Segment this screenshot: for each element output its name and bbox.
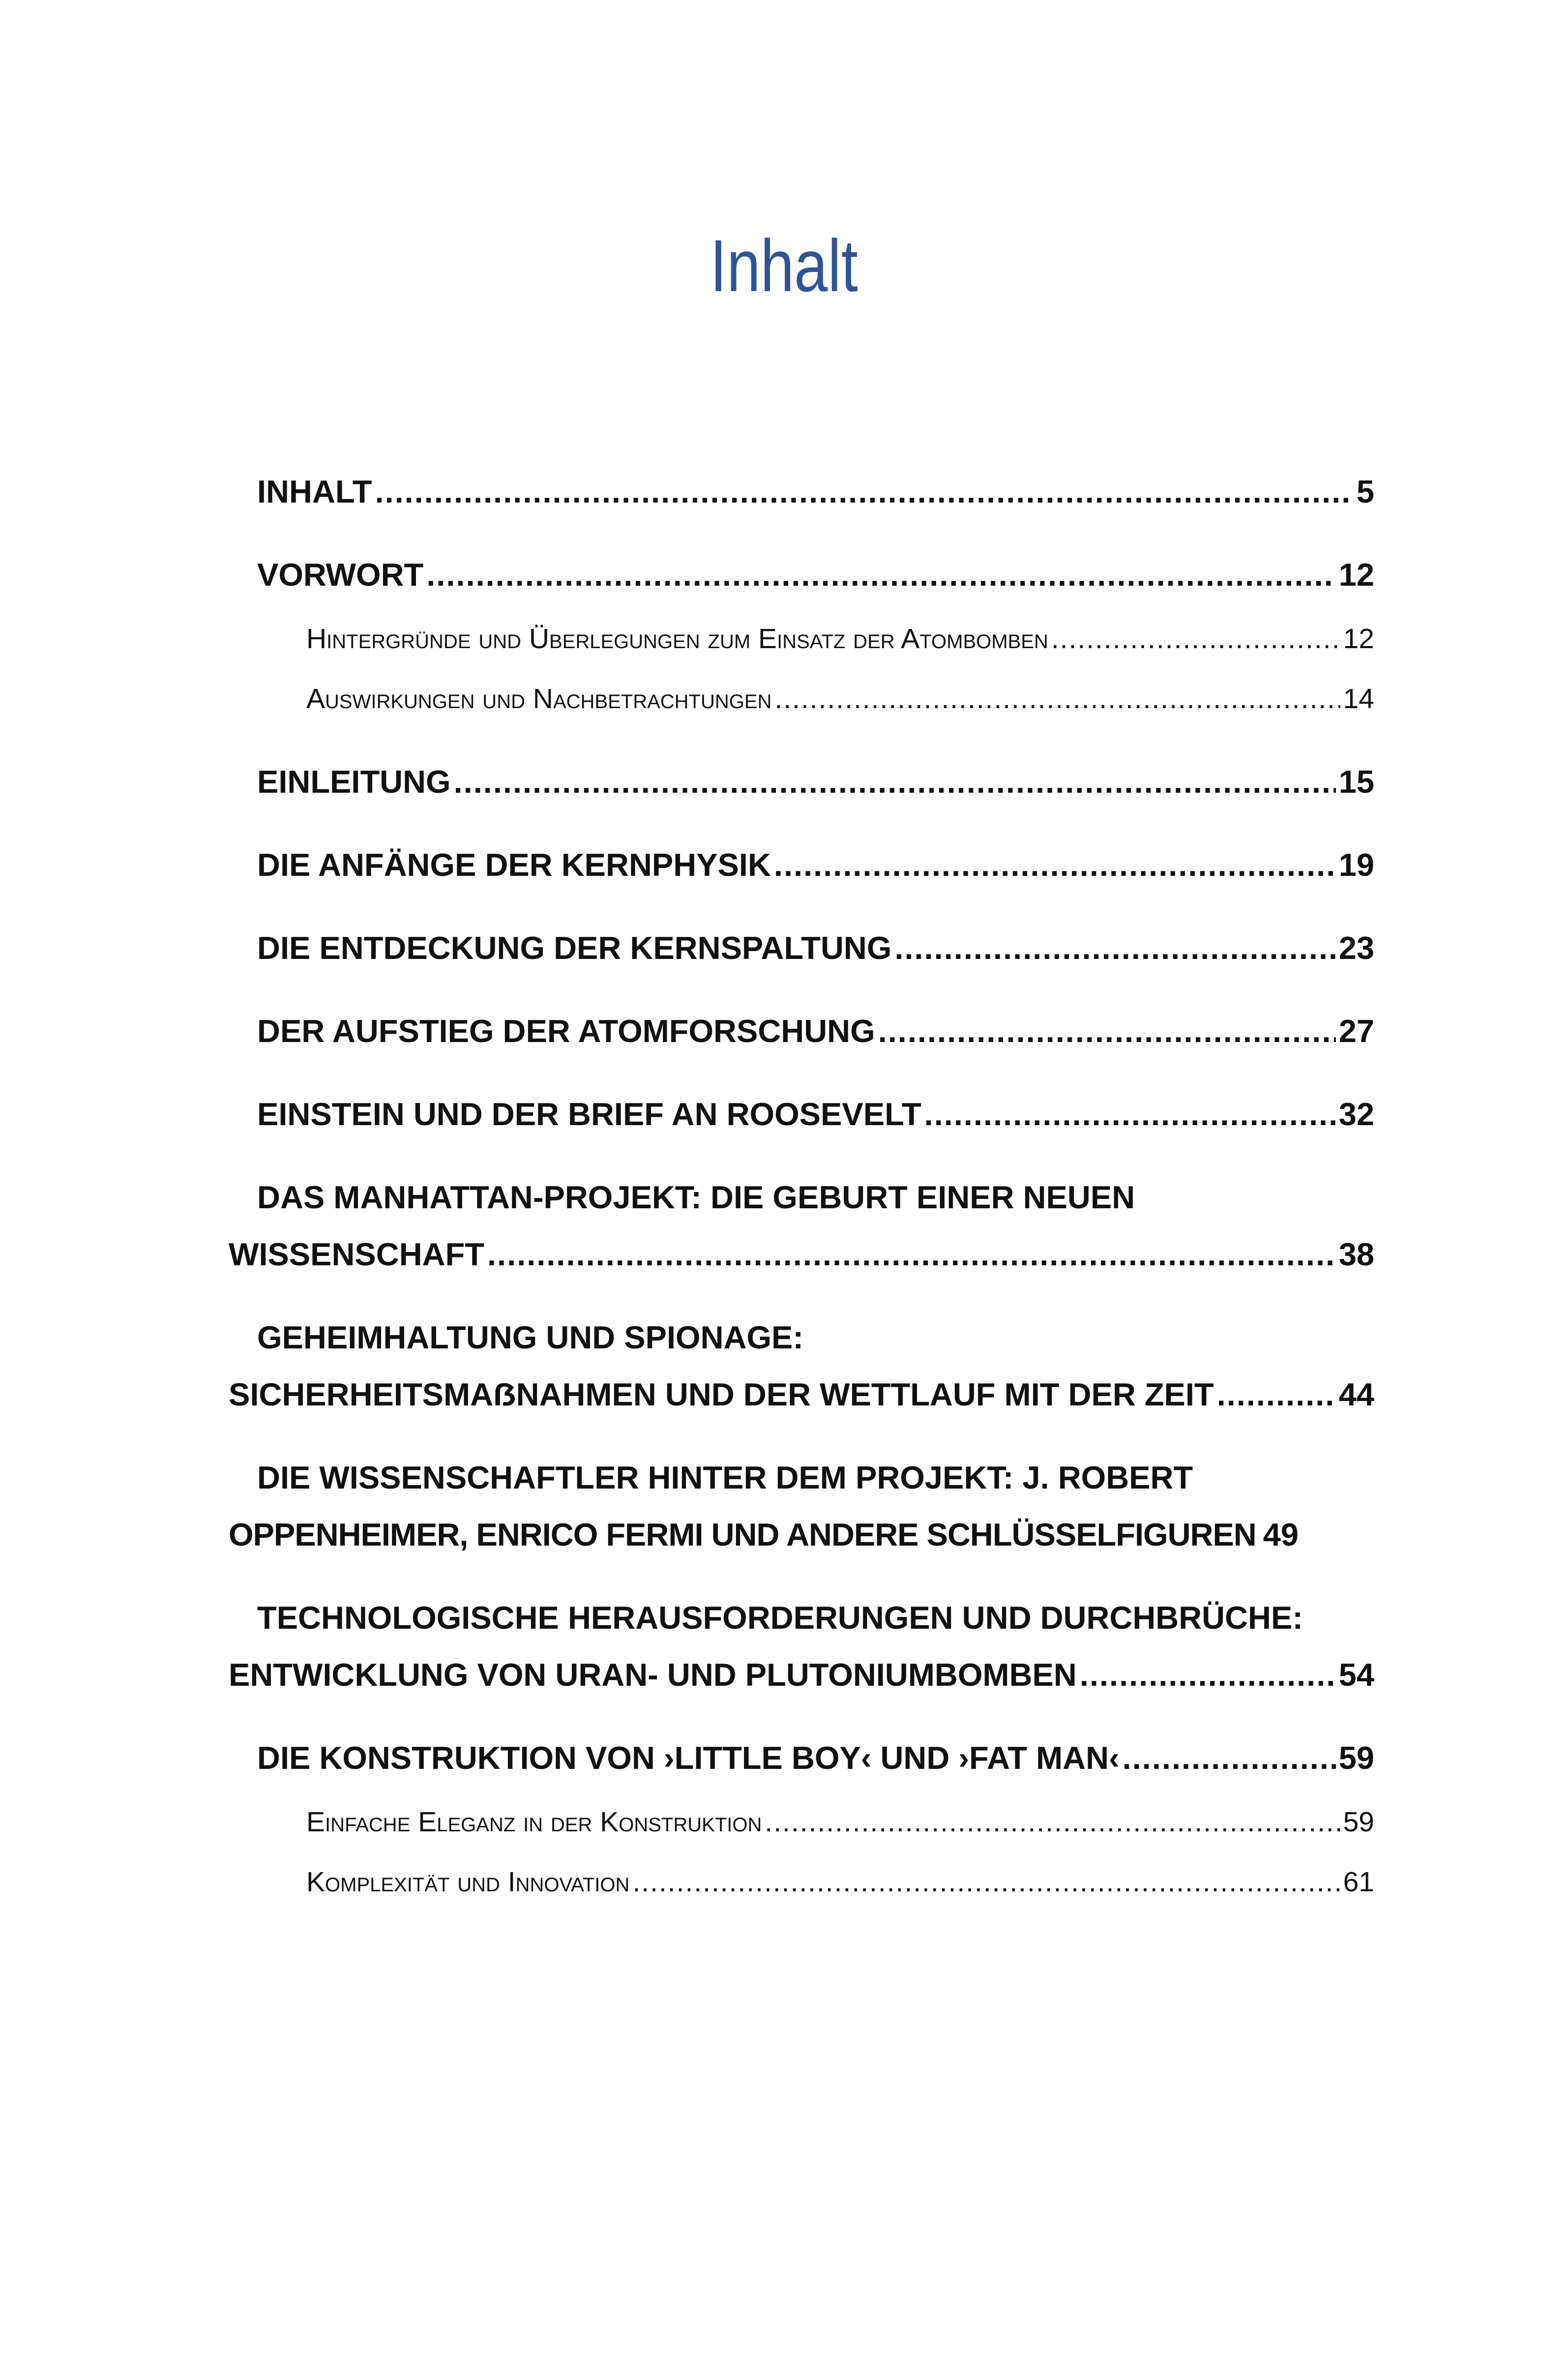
toc-dot-leader [765, 1802, 1340, 1842]
toc-entry-label-line1: GEHEIMHALTUNG UND SPIONAGE: [257, 1319, 804, 1355]
toc-page-number: 27 [1338, 1013, 1374, 1049]
toc-page-number: 49 [1263, 1517, 1299, 1552]
toc-entry-label: Einfache Eleganz in der Konstruktion [306, 1806, 762, 1838]
toc-entry-label-line2: SICHERHEITSMAẞNAHMEN UND DER WETTLAUF MIT DER ZEIT [229, 1376, 1214, 1412]
toc-entry-label: EINSTEIN UND DER BRIEF AN ROOSEVELT [257, 1096, 921, 1132]
toc-dot-leader [375, 472, 1353, 511]
toc-dot-leader [878, 1012, 1336, 1051]
toc-entry-label: Hintergründe und Überlegungen zum Einsatz der Atombomben [306, 623, 1048, 655]
toc-entry-label: Auswirkungen und Nachbetrachtungen [306, 683, 772, 715]
toc-dot-leader [487, 1235, 1336, 1274]
toc-entry-label: DIE KONSTRUKTION VON ›LITTLE BOY‹ UND ›FAT MAN‹ [257, 1740, 1120, 1776]
toc-entry-geheimhaltung-spionage[interactable] [229, 1318, 1374, 1414]
toc-page-number: 12 [1343, 623, 1374, 655]
toc-entry-label: DER AUFSTIEG DER ATOMFORSCHUNG [257, 1013, 875, 1049]
toc-page-number: 15 [1338, 764, 1374, 800]
toc-entry-label-line2: ENTWICKLUNG VON URAN- UND PLUTONIUMBOMBEN [229, 1657, 1077, 1693]
toc-entry-label: VORWORT [257, 557, 424, 593]
toc-entry-label-line1: DIE WISSENSCHAFTLER HINTER DEM PROJEKT: J. ROBERT [257, 1460, 1193, 1495]
toc-entry-anfaenge-kernphysik[interactable] [229, 845, 1374, 885]
toc-dot-leader [426, 555, 1335, 595]
toc-dot-leader [1080, 1655, 1336, 1695]
toc-page-number: 59 [1338, 1740, 1374, 1776]
toc-dot-leader [1217, 1375, 1336, 1414]
toc-entry-einstein-roosevelt[interactable] [229, 1095, 1374, 1134]
toc-entry-wissenschaftler[interactable] [229, 1458, 1374, 1554]
toc-entry-label-line1: TECHNOLOGISCHE HERAUSFORDERUNGEN UND DURCHBRÜCHE: [257, 1600, 1303, 1636]
toc-page-number: 59 [1343, 1806, 1374, 1838]
toc-dot-leader [1123, 1738, 1336, 1778]
toc-entry-label: EINLEITUNG [257, 764, 451, 800]
toc-dot-leader [1051, 619, 1340, 658]
toc-entry-inhalt[interactable] [229, 472, 1374, 511]
toc-dot-leader [924, 1095, 1336, 1134]
toc-page-number: 32 [1338, 1096, 1374, 1132]
table-of-contents [229, 472, 1374, 1922]
toc-subentry-komplexitaet-innovation[interactable] [229, 1862, 1374, 1902]
toc-dot-leader [894, 928, 1335, 968]
toc-entry-label: Komplexität und Innovation [306, 1866, 630, 1898]
toc-entry-aufstieg-atomforschung[interactable] [229, 1012, 1374, 1051]
page-title: Inhalt [710, 224, 858, 307]
toc-page-number: 12 [1338, 557, 1374, 593]
toc-dot-leader [454, 762, 1336, 802]
toc-page-number: 38 [1338, 1236, 1374, 1272]
toc-page-number: 54 [1338, 1657, 1374, 1693]
toc-dot-leader [632, 1862, 1340, 1902]
toc-entry-technologische-herausforderungen[interactable] [229, 1598, 1374, 1695]
toc-entry-little-boy-fat-man[interactable] [229, 1738, 1374, 1778]
toc-entry-label-line1: DAS MANHATTAN-PROJEKT: DIE GEBURT EINER NEUEN [257, 1179, 1135, 1215]
toc-entry-label: DIE ANFÄNGE DER KERNPHYSIK [257, 847, 771, 883]
toc-entry-manhattan-projekt[interactable] [229, 1178, 1374, 1274]
toc-entry-label: INHALT [257, 474, 372, 509]
toc-dot-leader [774, 679, 1340, 718]
toc-subentry-einfache-eleganz[interactable] [229, 1802, 1374, 1842]
toc-page-number: 61 [1343, 1866, 1374, 1898]
toc-page-number: 14 [1343, 683, 1374, 715]
toc-dot-leader [774, 845, 1336, 885]
toc-page-number: 19 [1338, 847, 1374, 883]
toc-subentry-hintergruende[interactable] [229, 619, 1374, 658]
toc-entry-label: DIE ENTDECKUNG DER KERNSPALTUNG [257, 930, 892, 966]
toc-page-number: 44 [1338, 1376, 1374, 1412]
toc-subentry-auswirkungen[interactable] [229, 679, 1374, 718]
toc-entry-label-line2: WISSENSCHAFT [229, 1236, 484, 1272]
toc-page-number: 23 [1338, 930, 1374, 966]
toc-entry-vorwort[interactable] [229, 555, 1374, 595]
toc-entry-einleitung[interactable] [229, 762, 1374, 802]
toc-entry-entdeckung-kernspaltung[interactable] [229, 928, 1374, 968]
toc-page-number: 5 [1356, 474, 1374, 509]
toc-entry-label-line2: OPPENHEIMER, ENRICO FERMI UND ANDERE SCHLÜSSELFIGUREN [229, 1517, 1256, 1552]
